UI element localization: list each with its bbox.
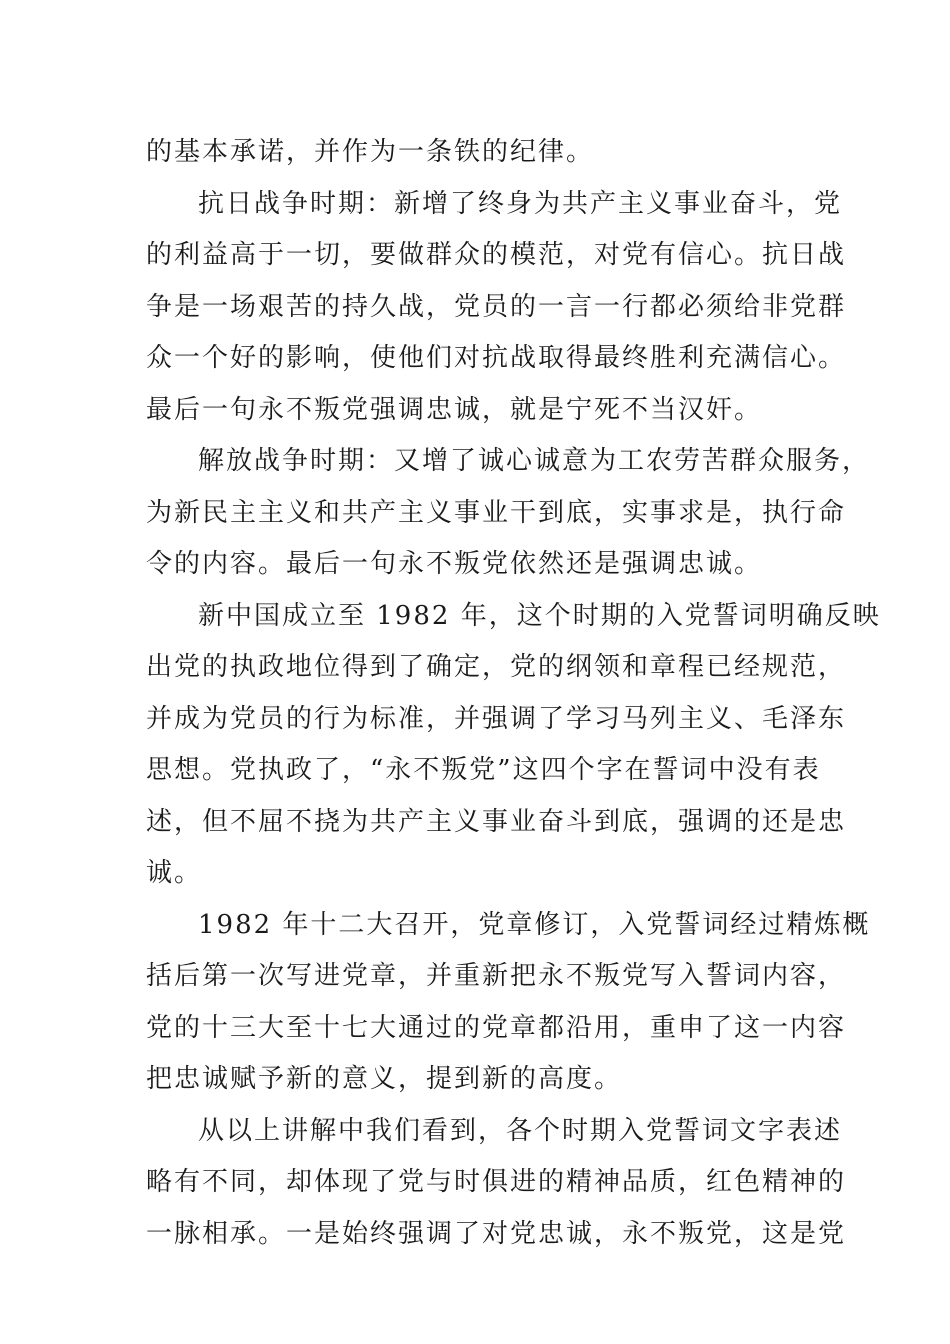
- text-line: 诚。: [146, 858, 203, 888]
- text-line: 括后第一次写进党章，并重新把永不叛党写入誓词内容，: [146, 961, 847, 991]
- text-line: 众一个好的影响，使他们对抗战取得最终胜利充满信心。: [146, 343, 847, 373]
- text-line: 把忠诚赋予新的意义，提到新的高度。: [146, 1064, 623, 1094]
- text-line: 争是一场艰苦的持久战，党员的一言一行都必须给非党群: [146, 291, 847, 322]
- paragraph-start-line: 新中国成立至 1982 年，这个时期的入党誓词明确反映: [198, 600, 881, 631]
- text-line: 最后一句永不叛党强调忠诚，就是宁死不当汉奸。: [146, 394, 763, 425]
- paragraph-start-line: 解放战争时期：又增了诚心诚意为工农劳苦群众服务，: [198, 446, 871, 476]
- body-text: [146, 130, 881, 1263]
- text-line: 的基本承诺，并作为一条铁的纪律。: [146, 137, 595, 167]
- text-line: 令的内容。最后一句永不叛党依然还是强调忠诚。: [146, 549, 763, 579]
- text-line: 的利益高于一切，要做群众的模范，对党有信心。抗日战: [146, 240, 847, 270]
- text-line: 出党的执政地位得到了确定，党的纲领和章程已经规范，: [146, 652, 847, 682]
- text-line: 一脉相承。一是始终强调了对党忠诚，永不叛党，这是党: [146, 1218, 847, 1249]
- paragraph-start-line: 从以上讲解中我们看到，各个时期入党誓词文字表述: [198, 1115, 843, 1146]
- text-line: 略有不同，却体现了党与时俱进的精神品质，红色精神的: [146, 1167, 847, 1197]
- text-line: 并成为党员的行为标准，并强调了学习马列主义、毛泽东: [146, 703, 847, 734]
- paragraph-start-line: 抗日战争时期：新增了终身为共产主义事业奋斗，党: [198, 188, 843, 219]
- text-line: 党的十三大至十七大通过的党章都沿用，重申了这一内容: [146, 1012, 847, 1043]
- text-line: 思想。党执政了，“永不叛党”这四个字在誓词中没有表: [146, 755, 821, 785]
- text-line: 述，但不屈不挠为共产主义事业奋斗到底，强调的还是忠: [146, 806, 847, 837]
- text-line: 为新民主主义和共产主义事业干到底，实事求是，执行命: [146, 497, 847, 528]
- paragraph-start-line: 1982 年十二大召开，党章修订，入党誓词经过精炼概: [198, 909, 871, 940]
